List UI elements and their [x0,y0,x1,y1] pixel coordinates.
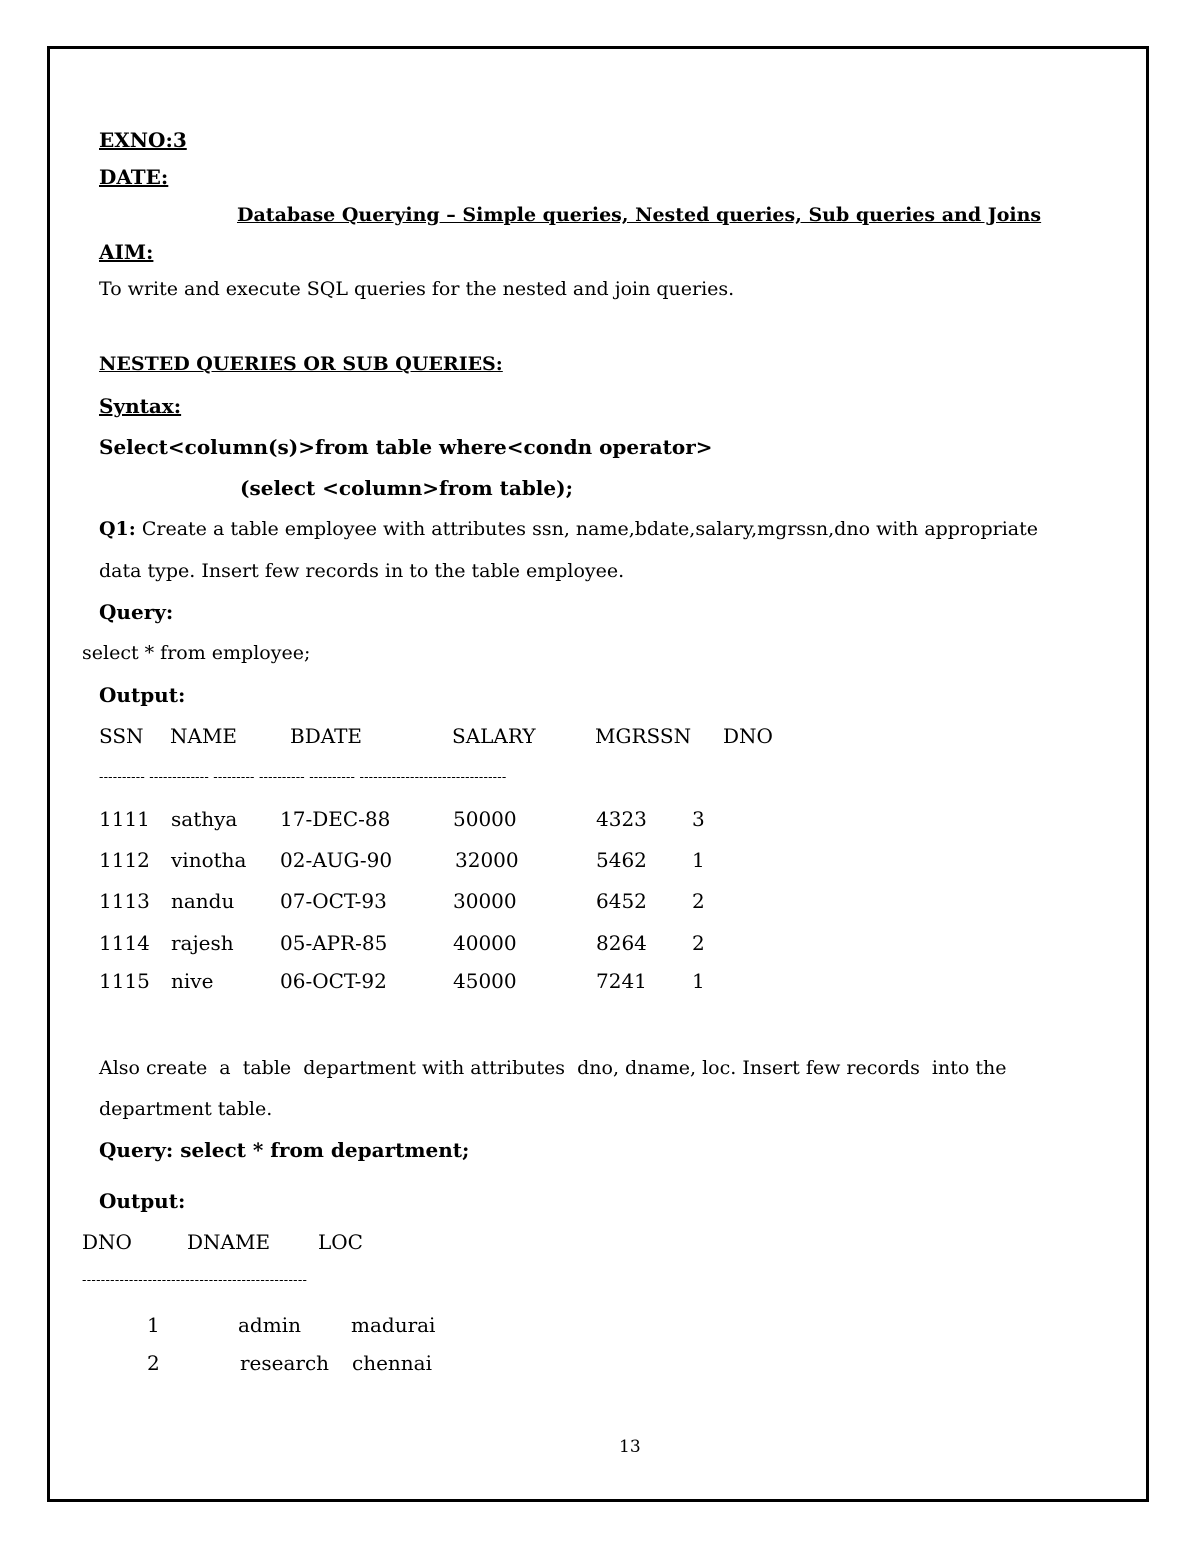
cell-dno: 2 [692,931,705,955]
cell-dno: 2 [147,1351,160,1375]
cell-dno: 3 [692,807,705,831]
department-header-dno: DNO [82,1230,132,1254]
cell-salary: 30000 [453,889,517,913]
cell-ssn: 1112 [99,848,150,872]
syntax-label: Syntax: [99,394,182,418]
q1-text-line-1 [99,517,1038,541]
cell-mgrssn: 4323 [596,807,647,831]
cell-bdate: 17-DEC-88 [280,807,391,831]
department-header-loc: LOC [318,1230,363,1254]
syntax-line-1: Select<column(s)>from table where<condn operator> [99,435,713,459]
aim-text: To write and execute SQL queries for the nested and join queries. [99,278,735,300]
department-description-line-1: Also create a table department with attributes dno, dname, loc. Insert few records into the [99,1057,1007,1079]
cell-bdate: 05-APR-85 [280,931,388,955]
cell-bdate: 07-OCT-93 [280,889,387,913]
cell-dno: 1 [692,969,705,993]
cell-mgrssn: 8264 [596,931,647,955]
cell-ssn: 1111 [99,807,150,831]
date-label: DATE: [99,165,169,189]
cell-dname: research [240,1351,330,1375]
cell-ssn: 1114 [99,931,150,955]
cell-dno: 1 [147,1313,160,1337]
cell-mgrssn: 5462 [596,848,647,872]
document-title: Database Querying – Simple queries, Nested queries, Sub queries and Joins [237,204,1042,226]
output-2-label: Output: [99,1189,186,1213]
cell-name: nive [171,969,214,993]
department-description-line-2: department table. [99,1098,273,1120]
cell-salary: 45000 [453,969,517,993]
query-label: Query: [99,600,174,624]
q1-text-line-2: data type. Insert few records in to the table employee. [99,560,625,582]
employee-header-bdate: BDATE [290,724,363,748]
department-header-dname: DNAME [187,1230,271,1254]
q1-text: Create a table employee with attributes ssn, name,bdate,salary,mgrssn,dno with appropriate [135,518,1039,540]
cell-salary: 40000 [453,931,517,955]
aim-label: AIM: [99,240,154,264]
employee-header-mgrssn: MGRSSN [595,724,692,748]
cell-mgrssn: 7241 [596,969,647,993]
section-heading: NESTED QUERIES OR SUB QUERIES: [99,353,503,375]
cell-name: vinotha [171,848,247,872]
cell-mgrssn: 6452 [596,889,647,913]
q1-label: Q1: [99,518,136,540]
page-number: 13 [619,1437,641,1457]
cell-name: sathya [171,807,238,831]
cell-salary: 32000 [455,848,519,872]
cell-bdate: 02-AUG-90 [280,848,393,872]
query-2-text: select * from department; [173,1138,470,1162]
cell-name: nandu [171,889,235,913]
cell-salary: 50000 [453,807,517,831]
cell-loc: madurai [351,1313,436,1337]
cell-dno: 1 [692,848,705,872]
employee-header-name: NAME [170,724,238,748]
syntax-line-2: (select <column>from table); [240,476,573,500]
employee-header-salary: SALARY [452,724,536,748]
cell-name: rajesh [171,931,234,955]
output-label: Output: [99,683,186,707]
query-2-line [99,1138,469,1162]
employee-separator: ---------- ------------- --------- ---------- ---------- -------------------------------- [99,770,507,785]
exercise-number: EXNO:3 [99,128,187,152]
query-1-text: select * from employee; [82,642,311,664]
department-separator: ------------------------------------------------ [82,1273,308,1288]
cell-bdate: 06-OCT-92 [280,969,387,993]
employee-header-dno: DNO [723,724,773,748]
cell-ssn: 1115 [99,969,150,993]
cell-loc: chennai [352,1351,432,1375]
employee-header-ssn: SSN [99,724,144,748]
query-2-label: Query: [99,1138,174,1162]
cell-ssn: 1113 [99,889,150,913]
cell-dno: 2 [692,889,705,913]
cell-dname: admin [238,1313,301,1337]
